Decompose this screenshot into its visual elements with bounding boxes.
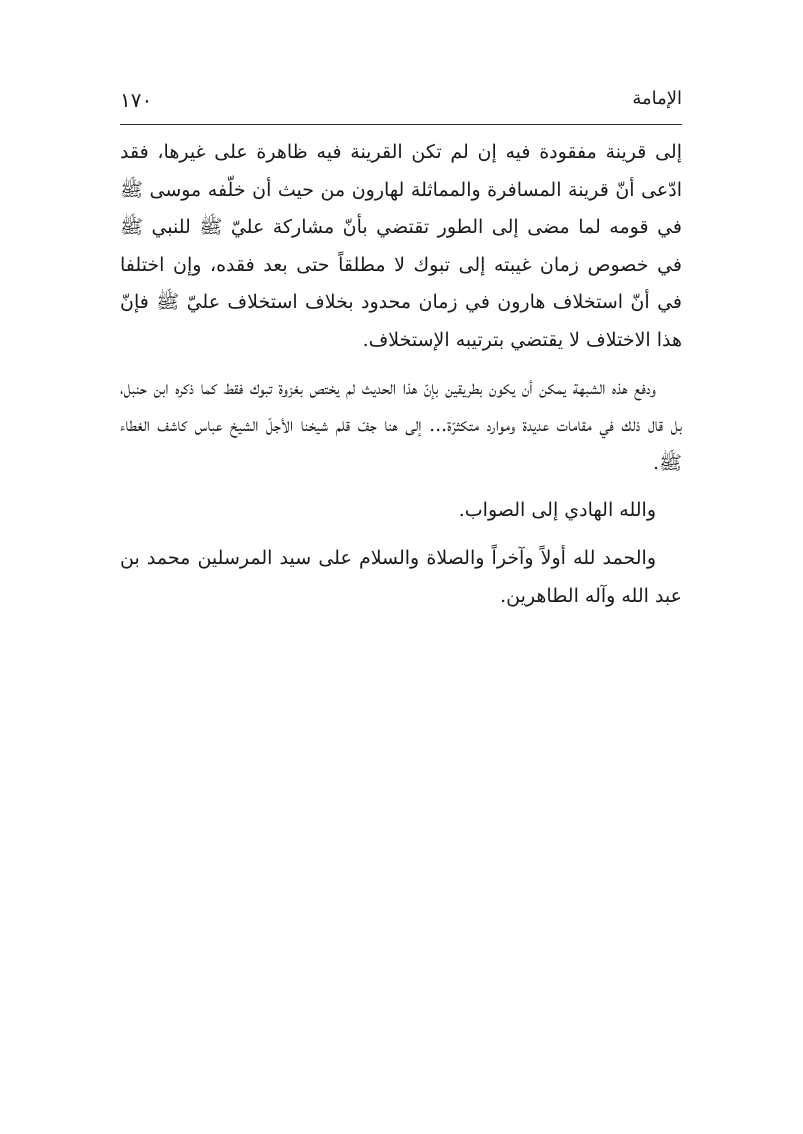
main-text — [120, 134, 682, 625]
page-header — [120, 86, 682, 122]
paragraph-1: إلى قرينة مفقودة فيه إن لم تكن القرينة فيه ظاهرة على غيرها، فقد ادّعى أنّ قرينة المسافرة والمماثلة لهارون من حيث أن خلّفه موسى ﷺ في قومه لما مضى إلى الطور تقتضي بأنّ مشاركة عليّ ﷺ للنبي ﷺ في خصوص زمان غيبته إلى تبوك لا مطلقاً حتى بعد فقده، وإن اختلفا في أنّ استخلاف هارون في زمان محدود بخلاف استخلاف عليّ ﷺ فإنّ هذا الاختلاف لا يقتضي بترتيبه الإستخلاف. — [120, 141, 682, 351]
paragraph-2: ودفع هذه الشبهة يمكن أن يكون بطريقين بإنّ هذا الحديث لم يختص بغزوة تبوك فقط كما ذكره ابن حنبل، بل قال ذلك في مقامات عديدة وموارد متكثرّة... إلى هنا جفّ قلم شيخنا الأجلّ الشيخ عباس كاشف الغطاء ﷺ. — [120, 376, 682, 474]
running-title: الإمامة — [632, 88, 682, 109]
page-number: ١٧٠ — [120, 88, 153, 112]
paragraph-3: والله الهادي إلى الصواب. — [458, 499, 656, 522]
paragraph-4: والحمد لله أولاً وآخراً والصلاة والسلام على سيد المرسلين محمد بن عبد الله وآله الطاهرين. — [120, 546, 682, 607]
header-divider — [120, 124, 682, 125]
